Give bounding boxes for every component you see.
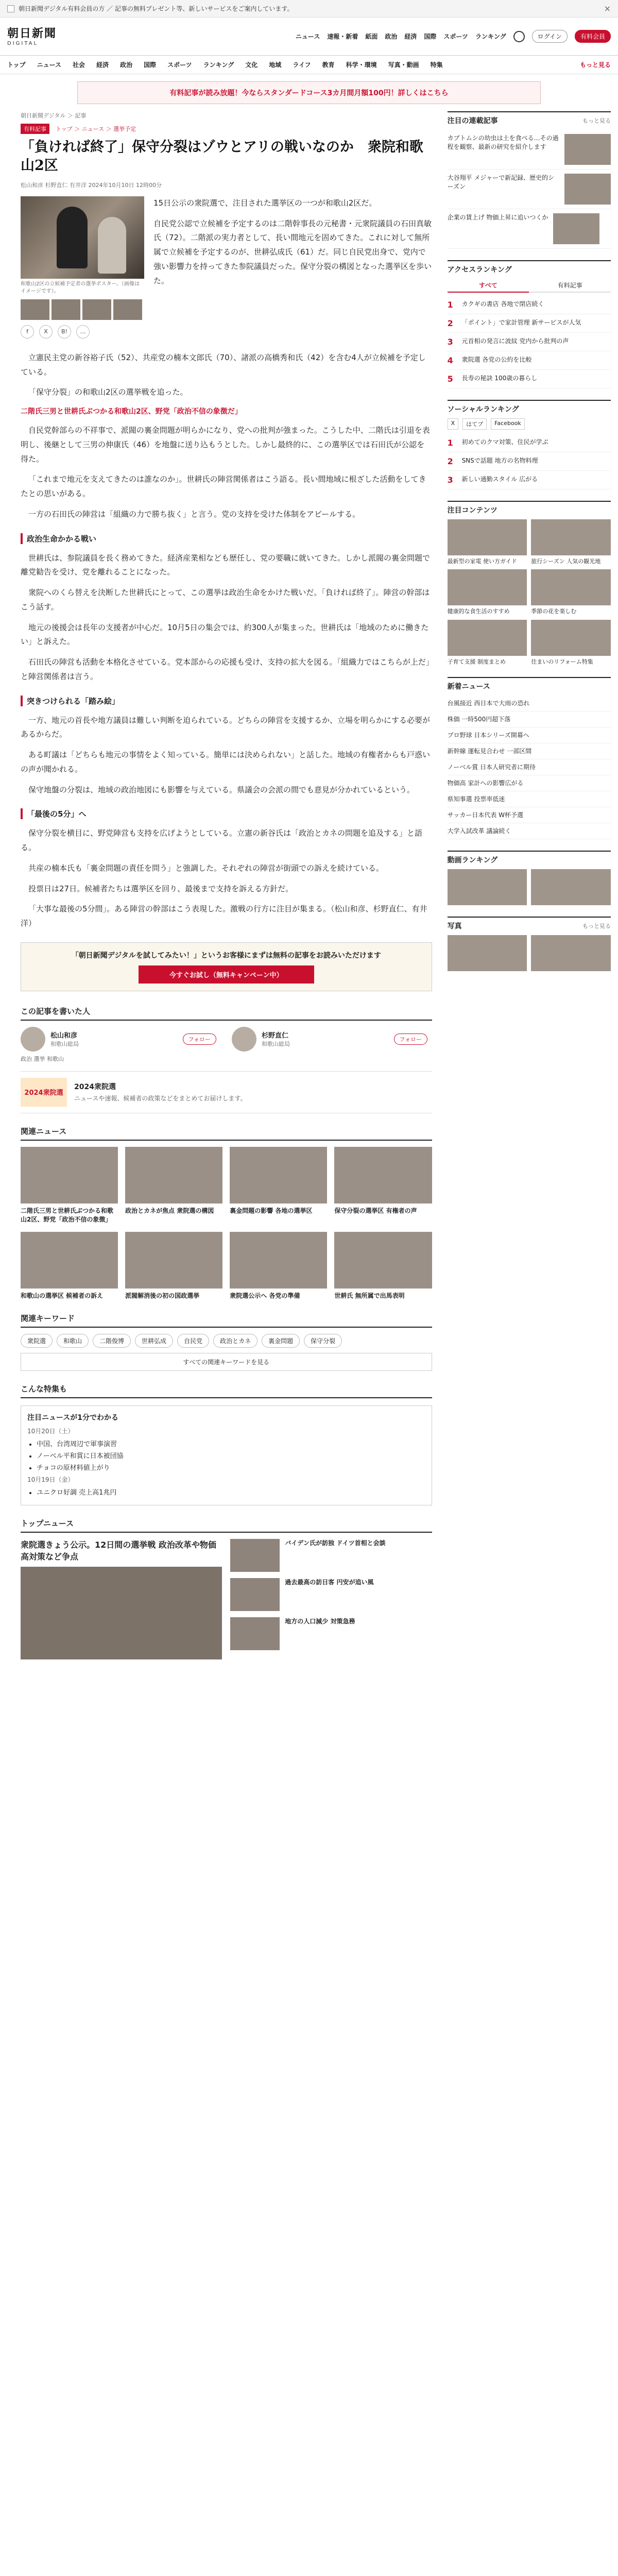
access-title: アクセスランキング <box>447 266 512 274</box>
article-paragraph: 一方の石田氏の陣営は「組織の力で勝ち抜く」と言う。党の支持を受けた体制をアピールする。 <box>28 509 360 519</box>
header-nav-4[interactable]: 経済 <box>404 33 417 40</box>
rank-number: 3 <box>447 337 453 347</box>
keyword-chip[interactable]: 自民党 <box>177 1334 209 1348</box>
lead-photo[interactable] <box>21 196 144 344</box>
thumb <box>531 935 611 971</box>
related-article-link[interactable]: 二階氏三男と世耕氏ぶつかる和歌山2区、野党「政治不信の象徴だ」 <box>21 408 242 416</box>
article-paragraph: 保守地盤の分裂は、地域の政治地図にも影響を与えている。県議会の会派の間でも意見が分かれているという。 <box>28 785 415 794</box>
thumb <box>334 1232 432 1289</box>
article-main <box>21 111 432 1659</box>
feature-box <box>448 111 611 249</box>
category-path[interactable]: トップ ＞ ニュース ＞ 選挙予定 <box>56 126 136 132</box>
header-nav-2[interactable]: 紙面 <box>365 33 378 40</box>
thumb <box>125 1147 222 1204</box>
thumb <box>531 569 611 605</box>
article-paragraph: 衆院へのくら替えを決断した世耕氏にとって、この選挙は政治生命をかけた戦いだ。「負ければ終了」。陣営の幹部はこう話す。 <box>21 588 430 612</box>
author-card[interactable] <box>232 1027 427 1052</box>
tab-all[interactable]: すべて <box>448 279 529 293</box>
video-ranking <box>448 851 611 905</box>
rank-number: 1 <box>447 300 453 310</box>
section-6[interactable]: スポーツ <box>167 61 192 69</box>
header-nav-1[interactable]: 速報・新着 <box>327 33 358 40</box>
sns-tab-hatena[interactable]: はてブ <box>462 418 487 430</box>
author-name: 杉野直仁 <box>262 1032 289 1040</box>
ranking-item[interactable] <box>448 370 611 388</box>
facebook-icon[interactable]: f <box>21 325 34 338</box>
list-item[interactable] <box>230 1578 432 1611</box>
thumb <box>21 1232 118 1289</box>
photo-more-link[interactable]: もっと見る <box>582 923 611 930</box>
article-paragraph: 世耕氏は、参院議員を長く務めてきた。経済産業相なども歴任し、党の要職に就いてきた。しかし派閥の裏金問題で離党勧告を受け、党を離れることになった。 <box>21 553 431 577</box>
thumb <box>564 174 611 205</box>
list-item-title: 大谷翔平 メジャーで新記録、歴史的シーズン <box>447 174 555 191</box>
share-bar <box>21 325 144 338</box>
section-14[interactable]: 特集 <box>430 61 443 69</box>
feature-more-link[interactable]: もっと見る <box>582 117 611 124</box>
avatar <box>21 1027 45 1052</box>
lead-paragraph: 15日公示の衆院選で、注目された選挙区の一つが和歌山2区だ。 <box>153 198 377 208</box>
article-paragraph: ある町議は「どちらも地元の事情をよく知っている。簡単には決められない」と話した。地域の有権者からも戸惑いの声が聞かれる。 <box>21 750 431 774</box>
content-box <box>448 501 611 666</box>
content-card-title: 旅行シーズン 人気の観光地 <box>531 558 601 565</box>
rank-number: 5 <box>447 374 453 384</box>
thumb[interactable] <box>113 299 142 320</box>
article-paragraph: 一方、地元の首長や地方議員は難しい判断を迫られている。どちらの陣営を支援するか、立場を明らかにする必要があるからだ。 <box>21 715 431 739</box>
thumb <box>448 869 527 905</box>
article-body <box>21 351 432 931</box>
content-card[interactable] <box>531 620 611 666</box>
related-card-title: 二階氏三男と世耕氏ぶつかる和歌山2区、野党「政治不信の象徴」 <box>21 1207 114 1224</box>
digest-title: 注目ニュースが1分でわかる <box>27 1414 119 1422</box>
election-desc: ニュースや速報、候補者の政策などをまとめてお届けします。 <box>74 1095 247 1103</box>
header-nav-3[interactable]: 政治 <box>385 33 398 40</box>
related-card-title: 政治とカネが焦点 衆院選の構図 <box>125 1207 214 1214</box>
header-nav-0[interactable]: ニュース <box>295 33 320 40</box>
section-1[interactable]: ニュース <box>37 61 62 69</box>
video-ranking-title: 動画ランキング <box>447 856 498 865</box>
ranking-item[interactable] <box>448 452 611 471</box>
article-paragraph: 石田氏の陣営も活動を本格化させている。党本部からの応援も受け、支持の拡大を図る。「組織力ではこちらが上だ」と陣営関係者は言う。 <box>21 657 430 681</box>
ranking-item[interactable] <box>448 351 611 370</box>
section-4[interactable]: 政治 <box>120 61 133 69</box>
section-3[interactable]: 経済 <box>96 61 109 69</box>
section-nav <box>0 56 618 74</box>
related-card-title: 派閥解消後の初の国政選挙 <box>125 1292 200 1299</box>
keyword-chip[interactable]: 政治とカネ <box>213 1334 258 1348</box>
ranking-item[interactable] <box>448 333 611 351</box>
section-12[interactable]: 科学・環境 <box>346 61 377 69</box>
ranking-item[interactable] <box>448 471 611 489</box>
timeline-item[interactable]: 台風接近 西日本で大雨の恐れ <box>448 696 611 711</box>
related-card[interactable] <box>125 1232 222 1300</box>
timeline-item[interactable]: 株価 一時500円超下落 <box>448 711 611 727</box>
thumb <box>531 519 611 555</box>
social-ranking <box>448 400 611 489</box>
timeline-item[interactable]: プロ野球 日本シリーズ開幕へ <box>448 727 611 743</box>
section-heading: 「最後の5分」へ <box>21 808 432 819</box>
lead-paragraph: 自民党公認で立候補を予定するのは二階幹事長の元秘書・元衆院議員の石田真敏氏（72）。二階派の実力者として、長い間地元を固めてきた。これに対して無所属で立候補を予定するのが、世耕弘成氏（61）だ。同じ自民党出身で、党内で強い影響力を持ってきた参院議員だった。保守分裂の構図となった選挙区を歩いた。 <box>153 218 432 285</box>
list-item[interactable] <box>448 130 611 170</box>
ranking-item[interactable] <box>448 434 611 452</box>
ranking-item-title: 衆院選 各党の公約を比較 <box>461 356 532 363</box>
thumb <box>448 935 527 971</box>
ranking-item-title: 初めてのクマ対策、住民が学ぶ <box>461 438 548 446</box>
top-news-headline: 衆院選きょう公示。12日間の選挙戦 政治改革や物価高対策など争点 <box>21 1540 216 1562</box>
author-role: 和歌山総局 <box>50 1041 79 1048</box>
photo-caption: 和歌山2区の立候補予定者の選挙ポスター。（画像はイメージです）。 <box>21 281 140 294</box>
related-card[interactable] <box>125 1147 222 1225</box>
related-card-title: 世耕氏 無所属で出馬表明 <box>334 1292 405 1299</box>
digest-item[interactable]: • 中国、台湾周辺で軍事演習 <box>37 1438 425 1448</box>
header-nav-7[interactable]: ランキング <box>475 33 506 40</box>
related-card[interactable] <box>334 1147 432 1225</box>
top-news-main[interactable] <box>21 1539 222 1659</box>
article-paragraph: 「大事な最後の5分間」。ある陣営の幹部はこう表現した。激戦の行方に注目が集まる。（松山和彦、杉野直仁、有井洋） <box>21 904 427 928</box>
keyword-chip[interactable]: 和歌山 <box>57 1334 89 1348</box>
digest-date: 10月19日（金） <box>27 1476 74 1484</box>
section-0[interactable]: トップ <box>7 61 26 69</box>
timeline-item[interactable]: 物価高 家計への影響広がる <box>448 775 611 791</box>
digest-item[interactable]: • チョコの原材料値上がり <box>37 1462 425 1472</box>
photo-box <box>448 917 611 971</box>
section-8[interactable]: 文化 <box>245 61 258 69</box>
timeline-item[interactable]: ノーベル賞 日本人研究者に期待 <box>448 759 611 775</box>
content-card-title: 最新型の家電 使い方ガイド <box>447 558 517 565</box>
feature-title: 注目の連載記事 <box>447 117 498 125</box>
related-title: 関連ニュース <box>21 1123 432 1141</box>
section-5[interactable]: 国際 <box>144 61 157 69</box>
site-logo[interactable] <box>7 25 74 48</box>
notice-text: 朝日新聞デジタル有料会員の方 ／ 記事の無料プレゼント等、新しいサービスをご案内しています。 <box>19 5 294 12</box>
search-icon[interactable] <box>513 31 525 42</box>
list-item[interactable] <box>230 1539 432 1572</box>
ranking-item-title: 「ポイント」で家計管理 新サービスが人気 <box>461 319 581 326</box>
thumb <box>531 620 611 656</box>
list-item-title: 過去最高の訪日客 円安が追い風 <box>285 1579 374 1586</box>
content-card[interactable] <box>448 569 527 615</box>
article-paragraph: 投票日は27日。候補者たちは選挙区を回り、最後まで支持を訴える方針だ。 <box>28 884 294 893</box>
keyword-chip[interactable]: 裏金問題 <box>262 1334 300 1348</box>
section-11[interactable]: 教育 <box>322 61 335 69</box>
trial-button[interactable]: 今すぐお試し（無料キャンペーン中） <box>139 965 314 984</box>
ranking-item-title: 長寿の秘訣 100歳の暮らし <box>461 375 538 382</box>
sections-more-link[interactable]: もっと見る <box>579 61 611 69</box>
section-9[interactable]: 地域 <box>269 61 282 69</box>
timeline-item[interactable]: 大学入試改革 議論続く <box>448 823 611 839</box>
article-meta: 松山和彦 杉野直仁 有井洋 2024年10月10日 12時00分 <box>21 181 162 189</box>
article-title: 「負ければ終了」保守分裂はゾウとアリの戦いなのか 衆院和歌山2区 <box>21 139 423 174</box>
content-card-title: 季節の花を楽しむ <box>531 608 577 615</box>
photo-card[interactable] <box>531 935 611 971</box>
election-banner[interactable] <box>21 1071 432 1113</box>
thumb[interactable] <box>82 299 111 320</box>
content-card-title: 健康的な食生活のすすめ <box>447 608 510 615</box>
header-nav-6[interactable]: スポーツ <box>443 33 468 40</box>
close-icon[interactable]: × <box>604 4 611 13</box>
content-card[interactable] <box>531 519 611 565</box>
keyword-list <box>21 1334 432 1348</box>
keywords-more-button[interactable]: すべての関連キーワードを見る <box>21 1353 432 1371</box>
content-title: 注目コンテンツ <box>447 506 497 515</box>
author-role: 和歌山総局 <box>262 1041 290 1048</box>
header-nav-5[interactable]: 国際 <box>424 33 437 40</box>
thumb <box>230 1617 280 1650</box>
list-item-title: 企業の賃上げ 物価上昇に追いつくか <box>447 214 548 221</box>
logo-text: 朝日新聞 <box>7 26 57 40</box>
article-paragraph: 立憲民主党の新谷裕子氏（52）、共産党の楠本文郎氏（70）、諸派の高橋秀和氏（42）を含む4人が立候補を予定している。 <box>21 352 426 377</box>
keyword-chip[interactable]: 保守分裂 <box>304 1334 342 1348</box>
thumb <box>125 1232 222 1289</box>
video-card[interactable] <box>531 869 611 905</box>
sidebar <box>448 111 611 1659</box>
ranking-item[interactable] <box>448 296 611 314</box>
more-icon[interactable]: … <box>76 325 90 338</box>
election-logo: 2024衆院選 <box>21 1078 67 1107</box>
authors-title: この記事を書いた人 <box>21 1003 432 1021</box>
social-title: ソーシャルランキング <box>447 405 519 414</box>
related-card[interactable] <box>230 1147 327 1225</box>
election-title: 2024衆院選 <box>74 1083 116 1092</box>
related-card[interactable] <box>21 1232 118 1300</box>
logo-sub: DIGITAL <box>7 40 39 46</box>
photo-thumbs <box>21 299 144 320</box>
related-card-title: 保守分裂の選挙区 有権者の声 <box>334 1207 417 1214</box>
list-item-title: カブトムシの幼虫は土を食べる…その過程を観察、最新の研究を紹介します <box>447 134 559 151</box>
news-digest <box>21 1405 432 1505</box>
author-card[interactable] <box>21 1027 216 1052</box>
author-tags: 政治 選挙 和歌山 <box>21 1055 64 1062</box>
top-news-list <box>230 1539 432 1659</box>
keywords-title: 関連キーワード <box>21 1310 432 1328</box>
x-icon[interactable]: X <box>39 325 53 338</box>
list-item[interactable] <box>448 209 611 249</box>
digest-date: 10月20日（土） <box>27 1428 74 1435</box>
content-card-title: 住まいのリフォーム特集 <box>531 658 593 665</box>
promo-text: 「朝日新聞デジタルを試してみたい！」というお客様にまずは無料の記事をお読みいただけます <box>71 951 381 960</box>
rank-number: 2 <box>447 318 453 328</box>
article-paragraph: 保守分裂を横目に、野党陣営も支持を広げようとしている。立憲の新谷氏は「政治とカネの問題を追及する」と語る。 <box>21 828 423 853</box>
login-button[interactable]: ログイン <box>532 30 568 43</box>
follow-button[interactable]: フォロー <box>183 1033 216 1045</box>
thumb <box>21 1147 118 1204</box>
list-item[interactable] <box>448 170 611 209</box>
avatar <box>232 1027 256 1052</box>
site-header <box>0 18 618 56</box>
video-card[interactable] <box>448 869 527 905</box>
sns-tab-facebook[interactable]: Facebook <box>491 418 525 430</box>
subscribe-button[interactable]: 有料会員 <box>575 30 611 43</box>
ranking-item[interactable] <box>448 314 611 333</box>
thumb <box>230 1539 280 1572</box>
photo-image <box>21 196 144 279</box>
thumb <box>230 1578 280 1611</box>
rank-number: 4 <box>447 355 453 365</box>
article-paragraph: 自民党幹部らの不祥事で、派閥の裏金問題が明らかになり、党への批判が強まった。こうした中、二階氏は引退を表明し、後継として三男の伸康氏（46）を地盤に送り込もうとした。しかし最終的に、この選挙区では石田氏が公認を得た。 <box>21 426 430 464</box>
related-card-title: 衆院選公示へ 各党の準備 <box>230 1292 300 1299</box>
sns-tab-x[interactable]: X <box>448 418 459 430</box>
related-card[interactable] <box>334 1232 432 1300</box>
photo-card[interactable] <box>448 935 527 971</box>
top-news-title: トップニュース <box>21 1515 432 1533</box>
ranking-item-title: SNSで話題 地方の名物料理 <box>461 457 538 464</box>
thumb <box>564 134 611 165</box>
access-ranking <box>448 260 611 388</box>
digest-item[interactable]: • ユニクロ好調 売上高1兆円 <box>37 1487 425 1497</box>
author-name: 松山和彦 <box>50 1032 78 1040</box>
related-card-title: 裏金問題の影響 各地の選挙区 <box>230 1207 313 1214</box>
rank-number: 1 <box>447 438 453 448</box>
keyword-chip[interactable]: 衆院選 <box>21 1334 53 1348</box>
section-heading: 政治生命かかる戦い <box>21 533 432 544</box>
related-grid <box>21 1147 432 1300</box>
photo-title: 写真 <box>447 922 462 931</box>
tab-paid[interactable]: 有料記事 <box>529 279 611 293</box>
thumb <box>334 1147 432 1204</box>
thumb <box>531 869 611 905</box>
timeline-box <box>448 677 611 839</box>
special-title: こんな特集も <box>21 1380 432 1398</box>
keyword-chip[interactable]: 二階俊博 <box>93 1334 131 1348</box>
digest-item[interactable]: • ノーベル平和賞に日本被団協 <box>37 1450 425 1460</box>
list-item-title: 地方の人口減少 対策急務 <box>285 1618 355 1625</box>
article-paragraph: 「保守分裂」の和歌山2区の選挙戦を追った。 <box>28 387 188 397</box>
section-7[interactable]: ランキング <box>203 61 234 69</box>
hatena-icon[interactable]: B! <box>58 325 71 338</box>
article-paragraph: 地元の後援会は長年の支援者が中心だ。10月5日の集会では、約300人が集まった。世耕氏は「地域のために働きたい」と訴えた。 <box>21 622 429 647</box>
follow-button[interactable]: フォロー <box>394 1033 427 1045</box>
ranking-item-title: 新しい通勤スタイル 広がる <box>461 476 538 483</box>
article-paragraph: 「これまで地元を支えてきたのは誰なのか」。世耕氏の陣営関係者はこう語る。長い間地域に根ざした活動をしてきたとの思いがある。 <box>21 474 426 499</box>
content-card[interactable] <box>448 620 527 666</box>
related-card-title: 和歌山の選挙区 候補者の訴え <box>21 1292 104 1299</box>
rank-number: 2 <box>447 456 453 466</box>
thumb <box>448 519 527 555</box>
content-card[interactable] <box>448 519 527 565</box>
section-2[interactable]: 社会 <box>73 61 85 69</box>
checkbox-icon[interactable] <box>7 5 14 12</box>
ranking-item-title: 元首相の発言に波紋 党内から批判の声 <box>461 337 569 345</box>
article-paragraph: 共産の楠本氏も「裏金問題の責任を問う」と強調した。それぞれの陣営が街頭での訴えを続けている。 <box>28 863 384 873</box>
thumb[interactable] <box>21 299 49 320</box>
content-card-title: 子育て支援 制度まとめ <box>447 658 506 665</box>
timeline-item[interactable]: サッカー日本代表 W杯予選 <box>448 807 611 823</box>
section-heading: 突きつけられる「踏み絵」 <box>21 696 432 706</box>
notice-bar <box>0 0 618 18</box>
section-13[interactable]: 写真・動画 <box>388 61 419 69</box>
related-card[interactable] <box>21 1147 118 1225</box>
thumb <box>448 620 527 656</box>
timeline-title: 新着ニュース <box>447 683 490 691</box>
ranking-item-title: カクギの書店 各地で閉店続く <box>461 300 544 308</box>
thumb <box>230 1232 327 1289</box>
breadcrumb[interactable]: 朝日新聞デジタル ＞ 記事 <box>21 112 87 119</box>
content-card[interactable] <box>531 569 611 615</box>
paid-badge: 有料記事 <box>21 124 49 134</box>
promo-box <box>21 942 432 991</box>
thumb <box>230 1147 327 1204</box>
header-nav <box>296 30 611 43</box>
thumb <box>448 569 527 605</box>
timeline-item[interactable]: 新幹線 運転見合わせ 一部区間 <box>448 743 611 759</box>
thumb <box>553 213 599 244</box>
list-item-title: バイデン氏が訪独 ドイツ首相と会談 <box>285 1539 386 1547</box>
rank-number: 3 <box>447 475 453 485</box>
campaign-banner[interactable]: 有料記事が読み放題！今ならスタンダードコース3カ月間月額100円！詳しくはこちら <box>77 81 541 104</box>
list-item[interactable] <box>230 1617 432 1650</box>
section-10[interactable]: ライフ <box>293 61 311 69</box>
related-card[interactable] <box>230 1232 327 1300</box>
top-news-image <box>21 1567 222 1659</box>
thumb[interactable] <box>52 299 80 320</box>
timeline-item[interactable]: 県知事選 投票率低迷 <box>448 791 611 807</box>
keyword-chip[interactable]: 世耕弘成 <box>135 1334 173 1348</box>
